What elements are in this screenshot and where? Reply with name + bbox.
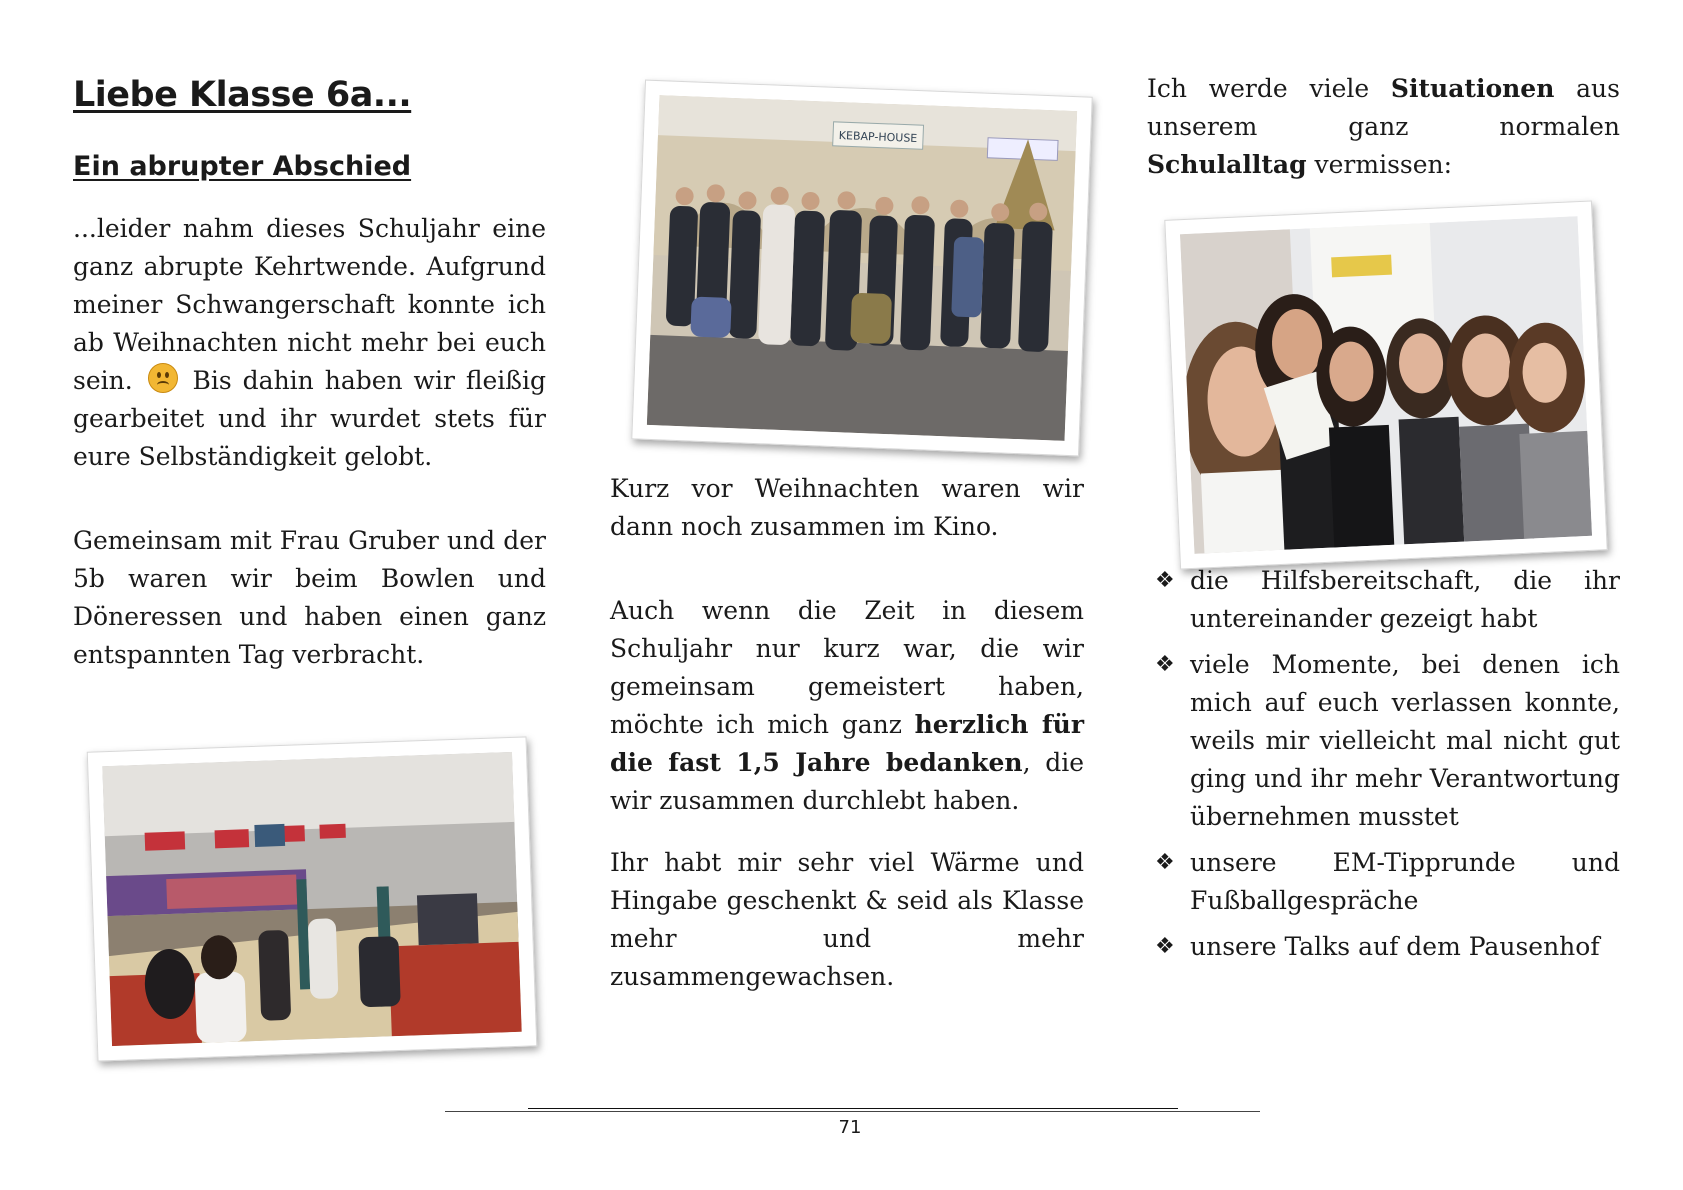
diamond-bullet-icon: ❖ [1155, 934, 1175, 959]
column-right [1147, 70, 1620, 961]
list-item-text: viele Momente, bei denen ich mich auf euch verlassen konnte, weils mir vielleicht mal nicht gut ging und ihr mehr Verantwortung übernehmen musstet [1190, 650, 1620, 831]
warmth-paragraph: Ihr habt mir sehr viel Wärme und Hingabe geschenkt & seid als Klasse mehr und mehr zusammengewachsen. [610, 848, 1084, 991]
list-item-text: unsere Talks auf dem Pausenhof [1190, 932, 1600, 961]
footer-divider-thin [445, 1111, 1260, 1112]
column-left [73, 62, 546, 674]
thanks-text-part2: , die wir zusammen durchlebt haben. [610, 748, 1085, 815]
situations-text-2: aus unserem ganz normalen [1147, 74, 1620, 141]
class-group-photo [631, 80, 1092, 457]
sad-face-emoji-icon [148, 363, 178, 393]
class-selfie-photo [1164, 200, 1607, 569]
thanks-text-part1: Auch wenn die Zeit in diesem Schuljahr nur kurz war, die wir gemeinsam gemeistert haben, möchte ich mich ganz [610, 596, 1084, 739]
situations-paragraph [1147, 70, 1620, 184]
bowling-photo-image [102, 752, 522, 1046]
column-middle [610, 470, 1084, 996]
list-item-text: unsere EM-Tipprunde und Fußballgespräche [1190, 848, 1620, 915]
intro-text-part2: Bis dahin haben wir fleißig gearbeitet und ihr wurdet stets für eure Selbständigkeit gelobt. [73, 366, 546, 471]
situations-bold-1: Situationen [1390, 74, 1555, 103]
page-title: Liebe Klasse 6a... [73, 75, 412, 115]
page-number: 71 [838, 1117, 862, 1138]
memories-list [1147, 562, 1620, 974]
restaurant-sign: KEBAP-HOUSE [838, 129, 918, 146]
group-photo-image [647, 95, 1077, 441]
selfie-photo-image [1180, 216, 1592, 554]
list-item [1147, 928, 1620, 966]
diamond-bullet-icon: ❖ [1155, 652, 1175, 677]
situations-text-3: vermissen: [1314, 150, 1453, 179]
list-item-text: die Hilfsbereitschaft, die ihr untereinander gezeigt habt [1190, 566, 1620, 633]
list-item [1147, 562, 1620, 638]
intro-text-part1: ...leider nahm dieses Schuljahr eine ganz abrupte Kehrtwende. Aufgrund meiner Schwangerschaft konnte ich ab Weihnachten nicht mehr bei euch sein. [73, 214, 546, 395]
situations-text-1: Ich werde viele [1147, 74, 1370, 103]
intro-paragraph [73, 210, 546, 476]
diamond-bullet-icon: ❖ [1155, 850, 1175, 875]
thanks-text-bold: herzlich für die fast 1,5 Jahre bedanken [610, 710, 1084, 777]
footer-divider [528, 1108, 1178, 1109]
diamond-bullet-icon: ❖ [1155, 568, 1175, 593]
section-subtitle: Ein abrupter Abschied [73, 151, 412, 182]
cinema-paragraph: Kurz vor Weihnachten waren wir dann noch zusammen im Kino. [610, 474, 1084, 541]
bowling-paragraph: Gemeinsam mit Frau Gruber und der 5b waren wir beim Bowlen und Döneressen und haben einen ganz entspannten Tag verbracht. [73, 526, 546, 669]
bowling-alley-photo [87, 736, 538, 1061]
list-item [1147, 844, 1620, 920]
list-item [1147, 646, 1620, 836]
situations-bold-2: Schulalltag [1147, 150, 1307, 179]
thanks-paragraph [610, 592, 1084, 820]
